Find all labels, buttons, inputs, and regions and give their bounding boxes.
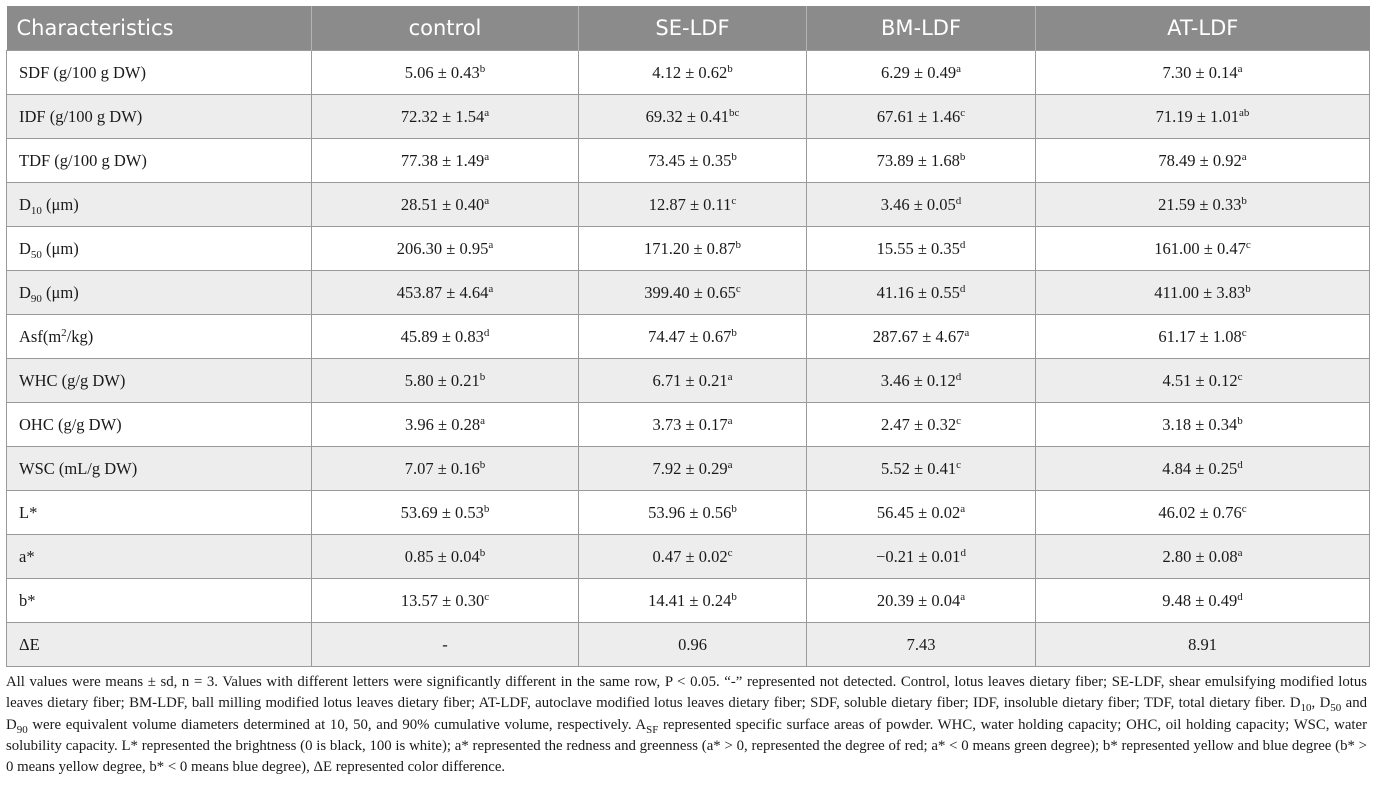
row-label-text: (μm) — [41, 282, 79, 302]
table-cell — [579, 623, 807, 667]
significance-letter: b — [731, 326, 737, 339]
table-cell — [807, 535, 1036, 579]
table-cell — [312, 139, 579, 183]
cell-value: 71.19 ± 1.01 — [1155, 106, 1239, 126]
significance-letter: a — [484, 194, 490, 207]
cell-value: 61.17 ± 1.08 — [1158, 326, 1242, 346]
significance-letter: b — [1237, 414, 1243, 427]
row-label — [7, 447, 312, 491]
cell-value: 3.96 ± 0.28 — [405, 414, 481, 434]
cell-value: 4.51 ± 0.12 — [1162, 370, 1238, 390]
cell-value: 7.30 ± 0.14 — [1162, 62, 1238, 82]
significance-letter: d — [1237, 458, 1243, 471]
column-header: Characteristics — [7, 6, 312, 51]
significance-letter: a — [1241, 150, 1247, 163]
significance-letter: c — [956, 414, 961, 427]
table-row — [7, 95, 1370, 139]
row-label-subscript: 10 — [30, 204, 42, 217]
table-row — [7, 315, 1370, 359]
row-label-subscript: 50 — [30, 248, 42, 261]
row-label-text: /kg) — [66, 326, 94, 346]
significance-letter: a — [956, 62, 961, 75]
cell-value: 6.29 ± 0.49 — [881, 62, 957, 82]
cell-value: 4.84 ± 0.25 — [1162, 458, 1238, 478]
significance-letter: d — [483, 326, 490, 339]
row-label-text: Asf(m — [19, 326, 62, 346]
cell-value: 7.92 ± 0.29 — [652, 458, 728, 478]
column-header: AT-LDF — [1036, 6, 1370, 51]
table-cell — [1036, 579, 1370, 623]
cell-value: 0.47 ± 0.02 — [652, 546, 728, 566]
significance-letter: c — [1245, 238, 1251, 251]
row-label-text: WHC (g/g DW) — [19, 370, 126, 390]
cell-value: 20.39 ± 0.04 — [876, 590, 961, 610]
table-cell — [579, 491, 807, 535]
row-label-subscript: 90 — [30, 292, 42, 305]
cell-value: 77.38 ± 1.49 — [400, 150, 485, 170]
table-cell — [1036, 271, 1370, 315]
table-cell — [807, 447, 1036, 491]
cell-value: 78.49 ± 0.92 — [1158, 150, 1242, 170]
table-cell — [579, 359, 807, 403]
table-cell — [1036, 447, 1370, 491]
cell-value: 74.47 ± 0.67 — [648, 326, 732, 346]
table-cell — [807, 315, 1036, 359]
cell-value: 2.80 ± 0.08 — [1162, 546, 1238, 566]
significance-letter: d — [955, 194, 962, 207]
row-label — [7, 491, 312, 535]
row-label — [7, 579, 312, 623]
cell-value: 46.02 ± 0.76 — [1158, 502, 1242, 522]
row-label — [7, 403, 312, 447]
significance-letter: c — [735, 282, 741, 295]
cell-value: - — [442, 634, 448, 654]
cell-value: 73.89 ± 1.68 — [876, 150, 960, 170]
table-row — [7, 139, 1370, 183]
significance-letter: d — [959, 238, 966, 251]
cell-value: 45.89 ± 0.83 — [400, 326, 484, 346]
column-header: BM-LDF — [807, 6, 1036, 51]
cell-value: 5.80 ± 0.21 — [404, 370, 480, 390]
footnote-subscript: 50 — [1330, 702, 1342, 715]
column-header: SE-LDF — [579, 6, 807, 51]
row-label — [7, 139, 312, 183]
cell-value: 171.20 ± 0.87 — [643, 238, 736, 258]
table-cell — [1036, 139, 1370, 183]
cell-value: 287.67 ± 4.67 — [872, 326, 965, 346]
row-label-text: a* — [19, 546, 35, 566]
table-cell — [312, 227, 579, 271]
cell-value: 5.06 ± 0.43 — [404, 62, 480, 82]
table-cell — [807, 227, 1036, 271]
table-cell — [807, 51, 1036, 95]
row-label-text: WSC (mL/g DW) — [19, 458, 138, 478]
table-cell — [1036, 403, 1370, 447]
significance-letter: c — [484, 590, 490, 603]
row-label — [7, 95, 312, 139]
cell-value: 41.16 ± 0.55 — [876, 282, 960, 302]
row-label-text: SDF (g/100 g DW) — [19, 62, 146, 82]
cell-value: 411.00 ± 3.83 — [1154, 282, 1246, 302]
row-label-text: D — [19, 238, 31, 258]
cell-value: 67.61 ± 1.46 — [876, 106, 961, 126]
significance-letter: b — [727, 62, 733, 75]
cell-value: 7.07 ± 0.16 — [404, 458, 480, 478]
significance-letter: a — [964, 326, 970, 339]
footnote-text: and D — [6, 695, 1367, 733]
cell-value: 72.32 ± 1.54 — [400, 106, 485, 126]
significance-letter: b — [1241, 194, 1247, 207]
table-cell — [1036, 535, 1370, 579]
table-cell — [807, 139, 1036, 183]
footnote-text: , D — [1311, 695, 1331, 712]
row-label-superscript: 2 — [61, 326, 67, 339]
cell-value: 15.55 ± 0.35 — [876, 238, 960, 258]
significance-letter: b — [479, 546, 486, 559]
significance-letter: b — [735, 238, 742, 251]
cell-value: 69.32 ± 0.41 — [645, 106, 729, 126]
cell-value: 73.45 ± 0.35 — [648, 150, 732, 170]
cell-value: 0.96 — [678, 634, 707, 654]
cell-value: 0.85 ± 0.04 — [404, 546, 480, 566]
significance-letter: a — [480, 414, 485, 427]
table-row — [7, 227, 1370, 271]
table-cell — [807, 95, 1036, 139]
significance-letter: d — [959, 282, 966, 295]
table-cell — [312, 183, 579, 227]
cell-value: 161.00 ± 0.47 — [1154, 238, 1246, 258]
significance-letter: b — [731, 502, 737, 515]
significance-letter: c — [1241, 326, 1247, 339]
table-cell — [807, 183, 1036, 227]
table-cell — [1036, 51, 1370, 95]
significance-letter: d — [960, 546, 966, 559]
significance-letter: c — [731, 194, 737, 207]
table-cell — [312, 579, 579, 623]
table-cell — [579, 403, 807, 447]
row-label-text: D — [19, 194, 31, 214]
significance-letter: c — [956, 458, 961, 471]
cell-value: 53.96 ± 0.56 — [648, 502, 732, 522]
significance-letter: b — [479, 370, 486, 383]
cell-value: 28.51 ± 0.40 — [400, 194, 485, 214]
table-cell — [579, 227, 807, 271]
table-cell — [579, 183, 807, 227]
table-cell — [579, 447, 807, 491]
table-cell — [807, 491, 1036, 535]
table-cell — [579, 95, 807, 139]
significance-letter: ab — [1238, 106, 1250, 119]
table-container — [6, 6, 1369, 778]
cell-value: 4.12 ± 0.62 — [652, 62, 728, 82]
column-header: control — [312, 6, 579, 51]
row-label — [7, 623, 312, 667]
significance-letter: b — [479, 62, 486, 75]
row-label-text: (μm) — [41, 194, 79, 214]
row-label — [7, 271, 312, 315]
cell-value: 453.87 ± 4.64 — [396, 282, 489, 302]
table-cell — [312, 51, 579, 95]
significance-letter: d — [955, 370, 962, 383]
table-cell — [1036, 95, 1370, 139]
table-cell — [807, 271, 1036, 315]
table-cell — [1036, 315, 1370, 359]
table-cell — [579, 535, 807, 579]
significance-letter: c — [1237, 370, 1243, 383]
table-cell — [579, 271, 807, 315]
cell-value: 12.87 ± 0.11 — [648, 194, 732, 214]
significance-letter: a — [1237, 546, 1243, 559]
cell-value: 3.46 ± 0.05 — [880, 194, 956, 214]
table-cell — [312, 315, 579, 359]
table-row — [7, 447, 1370, 491]
significance-letter: b — [731, 150, 737, 163]
cell-value: 2.47 ± 0.32 — [881, 414, 957, 434]
significance-letter: d — [1237, 590, 1243, 603]
table-cell — [312, 535, 579, 579]
table-cell — [1036, 491, 1370, 535]
row-label-text: TDF (g/100 g DW) — [19, 150, 147, 170]
table-row — [7, 403, 1370, 447]
row-label — [7, 535, 312, 579]
cell-value: 6.71 ± 0.21 — [652, 370, 728, 390]
table-cell — [807, 579, 1036, 623]
footnote-text: were equivalent volume diameters determined at 10, 50, and 90% cumulative volume, respectively. A — [27, 716, 647, 733]
table-row — [7, 535, 1370, 579]
table-cell — [312, 271, 579, 315]
table-cell — [312, 95, 579, 139]
significance-letter: a — [1237, 62, 1243, 75]
row-label — [7, 183, 312, 227]
row-label-text: D — [19, 282, 31, 302]
row-label — [7, 51, 312, 95]
cell-value: 9.48 ± 0.49 — [1162, 590, 1238, 610]
table-cell — [579, 315, 807, 359]
table-cell — [807, 623, 1036, 667]
significance-letter: b — [479, 458, 486, 471]
significance-letter: c — [727, 546, 733, 559]
significance-letter: b — [483, 502, 490, 515]
cell-value: 7.43 — [906, 634, 936, 654]
table-cell — [807, 359, 1036, 403]
cell-value: 13.57 ± 0.30 — [400, 590, 485, 610]
table-cell — [1036, 183, 1370, 227]
cell-value: 5.52 ± 0.41 — [881, 458, 957, 478]
cell-value: 3.18 ± 0.34 — [1162, 414, 1238, 434]
significance-letter: b — [1245, 282, 1251, 295]
table-cell — [1036, 359, 1370, 403]
cell-value: 21.59 ± 0.33 — [1158, 194, 1242, 214]
characteristics-table — [6, 6, 1370, 667]
table-cell — [579, 51, 807, 95]
table-row — [7, 491, 1370, 535]
significance-letter: a — [727, 458, 733, 471]
significance-letter: c — [1241, 502, 1247, 515]
cell-value: 8.91 — [1188, 634, 1217, 654]
table-row — [7, 579, 1370, 623]
row-label — [7, 227, 312, 271]
cell-value: 14.41 ± 0.24 — [648, 590, 732, 610]
significance-letter: b — [731, 590, 737, 603]
row-label-text: L* — [19, 502, 38, 522]
table-cell — [1036, 623, 1370, 667]
table-row — [7, 51, 1370, 95]
cell-value: 399.40 ± 0.65 — [644, 282, 736, 302]
cell-value: −0.21 ± 0.01 — [876, 546, 961, 566]
table-row — [7, 183, 1370, 227]
row-label-text: IDF (g/100 g DW) — [19, 106, 143, 126]
table-row — [7, 359, 1370, 403]
row-label — [7, 315, 312, 359]
footnote-subscript: SF — [646, 723, 659, 736]
significance-letter: a — [727, 414, 733, 427]
significance-letter: a — [488, 282, 494, 295]
table-cell — [579, 139, 807, 183]
table-cell — [1036, 227, 1370, 271]
table-row — [7, 271, 1370, 315]
table-cell — [807, 403, 1036, 447]
cell-value: 3.46 ± 0.12 — [880, 370, 956, 390]
significance-letter: a — [488, 238, 494, 251]
cell-value: 3.73 ± 0.17 — [652, 414, 728, 434]
significance-letter: b — [959, 150, 966, 163]
row-label-text: ΔE — [19, 634, 40, 654]
cell-value: 56.45 ± 0.02 — [876, 502, 961, 522]
row-label-text: b* — [19, 590, 36, 610]
table-cell — [312, 491, 579, 535]
row-label — [7, 359, 312, 403]
footnote-text: All values were means ± sd, n = 3. Values with different letters were significantly different in the same row, P < 0.05. “-” represented not detected. Control, lotus leaves dietary fiber; SE-LDF, shear emulsifying modified lotus leaves dietary fiber; BM-LDF, ball milling modified lotus leaves dietary fiber; AT-LDF, autoclave modified lotus leaves dietary fiber; SDF, soluble dietary fiber; IDF, insoluble dietary fiber; TDF, total dietary fiber. D — [6, 674, 1367, 712]
table-footnote — [6, 672, 1369, 778]
significance-letter: c — [960, 106, 966, 119]
significance-letter: a — [484, 106, 490, 119]
cell-value: 206.30 ± 0.95 — [396, 238, 489, 258]
table-cell — [312, 359, 579, 403]
significance-letter: bc — [728, 106, 740, 119]
row-label-text: OHC (g/g DW) — [19, 414, 122, 434]
significance-letter: a — [484, 150, 490, 163]
cell-value: 53.69 ± 0.53 — [400, 502, 484, 522]
table-cell — [312, 447, 579, 491]
footnote-subscript: 90 — [16, 723, 28, 736]
footnote-subscript: 10 — [1300, 702, 1312, 715]
footnote-text: represented specific surface areas of powder. WHC, water holding capacity; OHC, oil holding capacity; WSC, water solubility capacity. L* represented the brightness (0 is black, 100 is white); a* represented the redness and greenness (a* > 0, represented the degree of red; a* < 0 means green degree); b* represented yellow and blue degree (b* > 0 means yellow degree, b* < 0 means blue degree), ΔE represented color difference. — [6, 716, 1367, 776]
header-row — [7, 6, 1370, 51]
significance-letter: a — [960, 590, 966, 603]
table-cell — [312, 623, 579, 667]
table-cell — [579, 579, 807, 623]
table-cell — [312, 403, 579, 447]
significance-letter: a — [727, 370, 733, 383]
row-label-text: (μm) — [41, 238, 79, 258]
significance-letter: a — [960, 502, 966, 515]
table-row — [7, 623, 1370, 667]
